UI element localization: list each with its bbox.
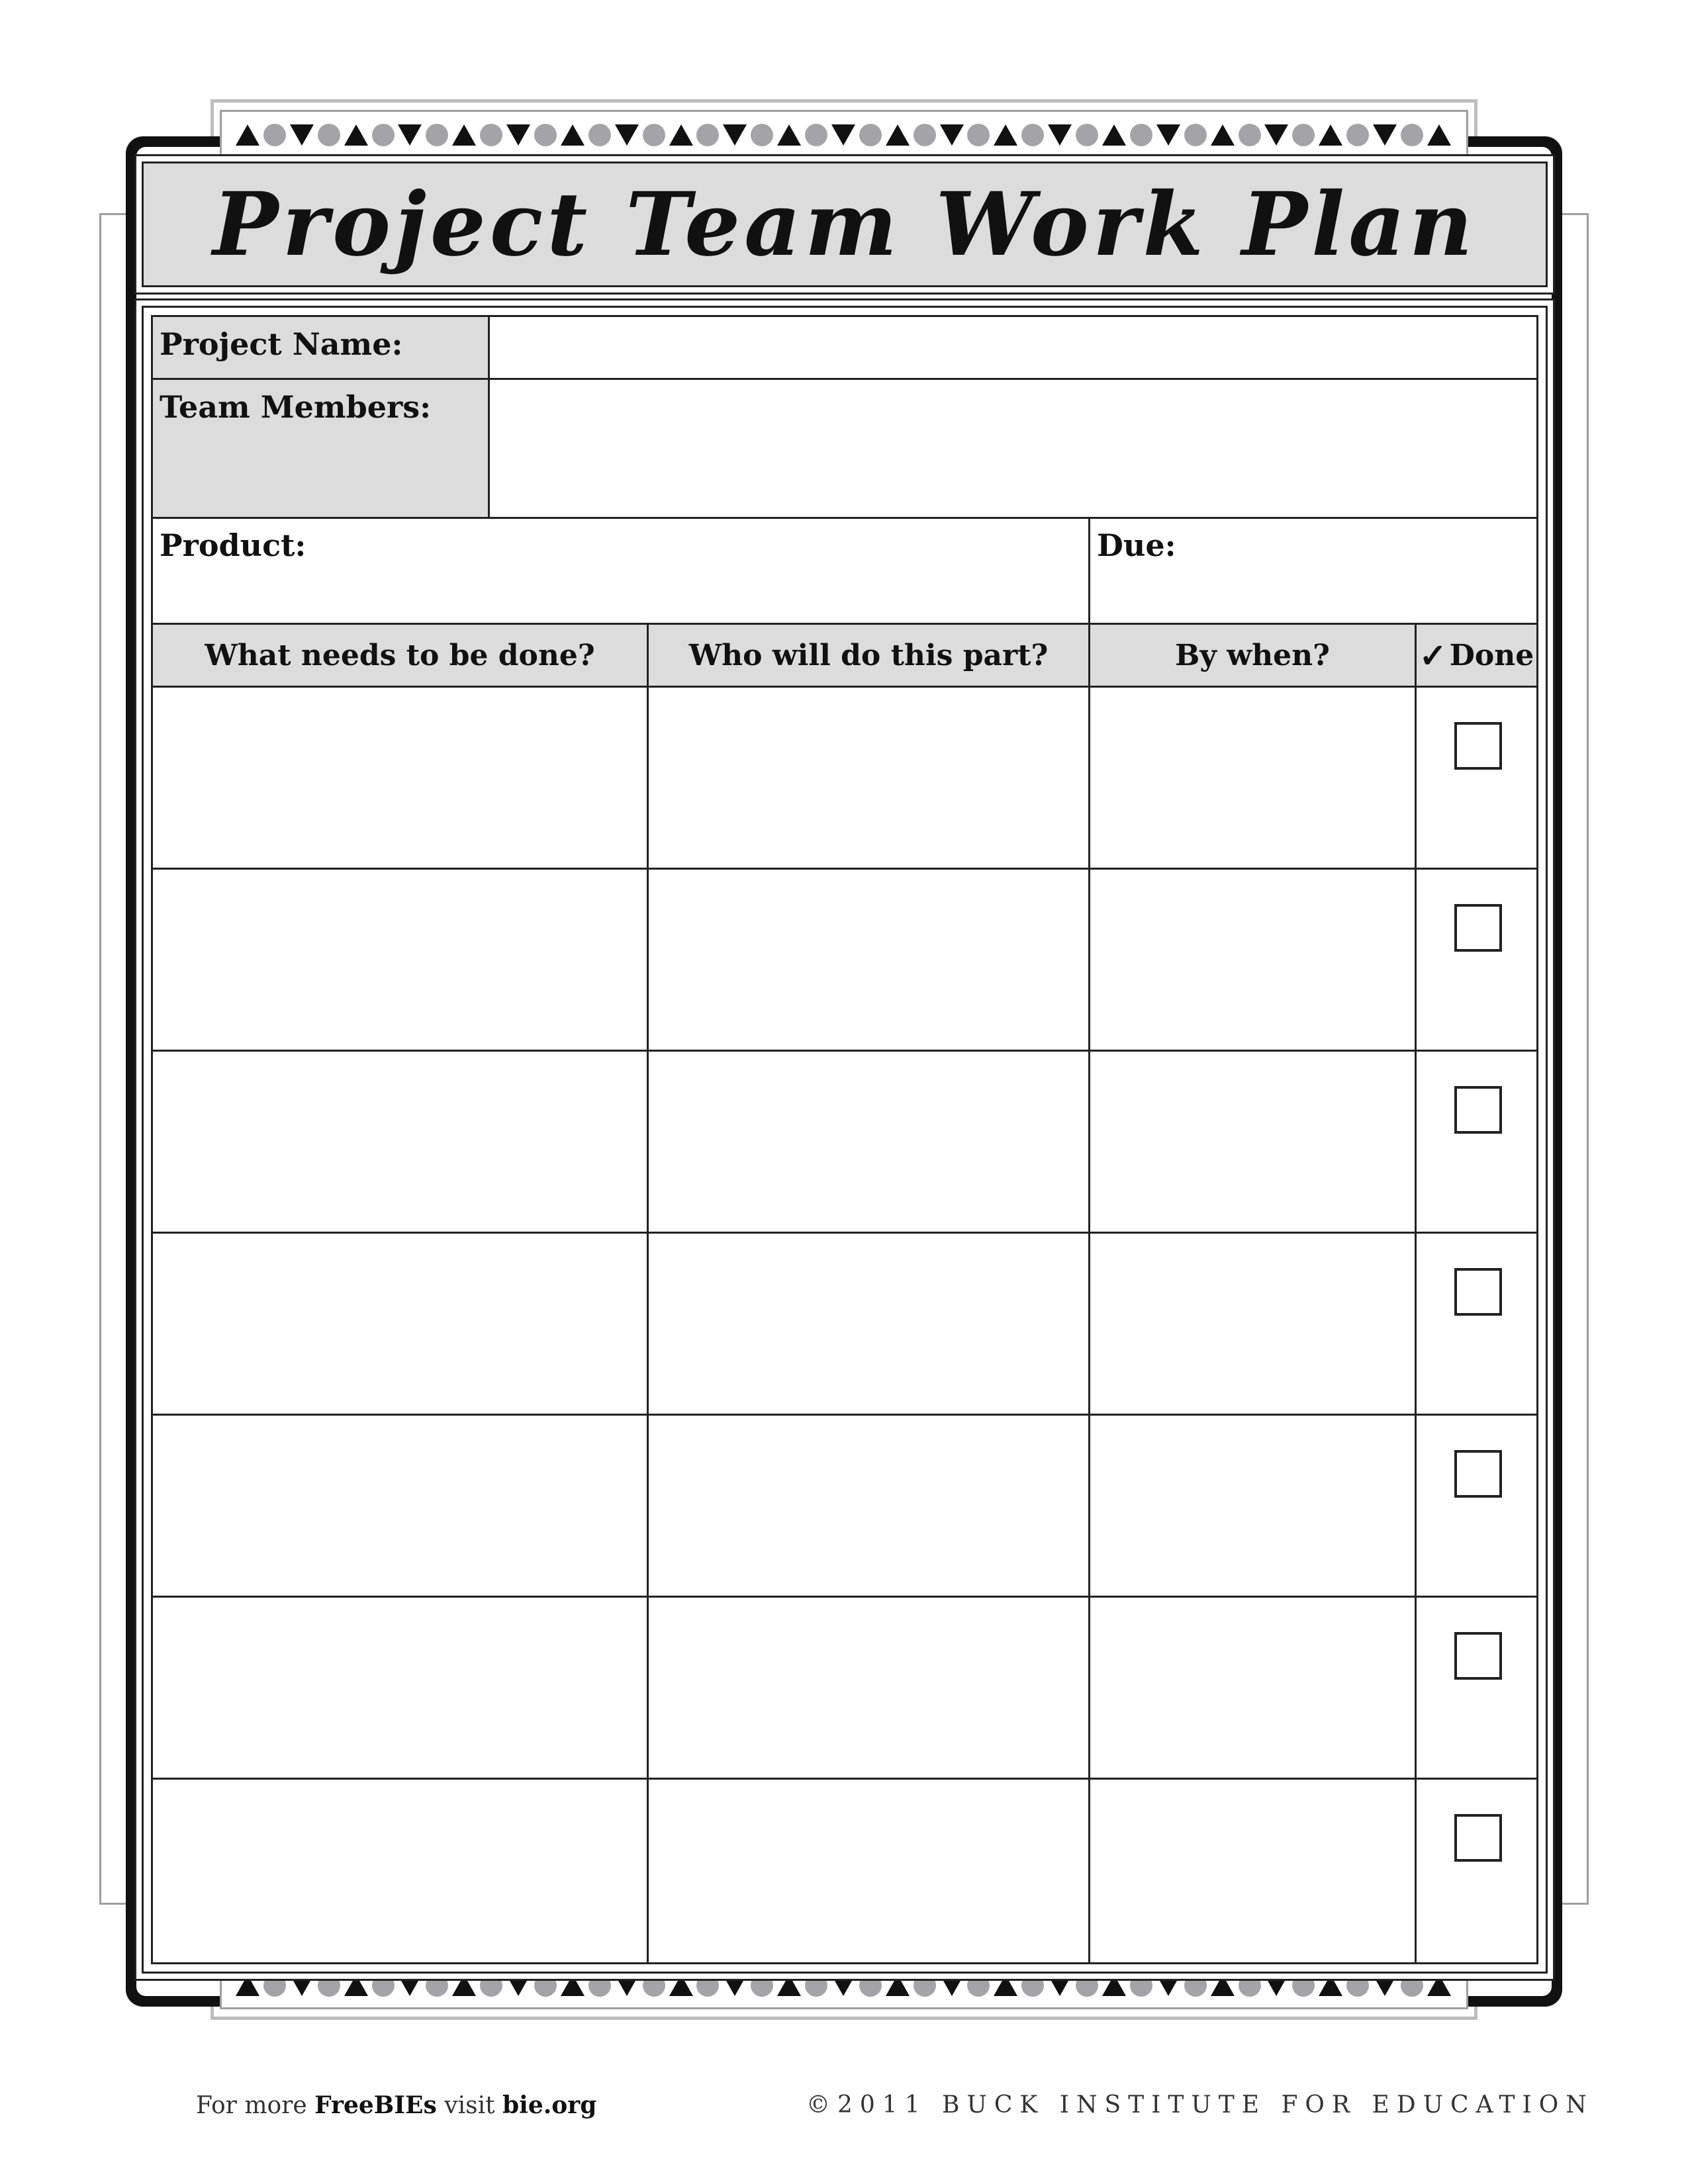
pattern-strip-top — [236, 122, 1451, 148]
done-checkbox[interactable] — [1454, 1450, 1502, 1498]
done-checkbox[interactable] — [1454, 904, 1502, 952]
dot-icon — [263, 1974, 286, 1997]
dot-icon — [914, 1974, 936, 1997]
triangle-up-icon — [561, 1975, 585, 1996]
dot-icon — [1292, 124, 1315, 146]
column-header-who: Who will do this part? — [688, 638, 1049, 672]
footer-freebies-brand: FreeBIEs — [314, 2091, 437, 2119]
done-checkbox[interactable] — [1454, 722, 1502, 770]
triangle-up-icon — [886, 1975, 910, 1996]
triangle-up-icon — [236, 1975, 259, 1996]
triangle-up-icon — [1427, 1975, 1451, 1996]
triangle-up-icon — [1211, 1975, 1235, 1996]
dot-icon — [1239, 1974, 1261, 1997]
triangle-up-icon — [236, 124, 259, 146]
task-cell-when[interactable] — [1090, 1598, 1415, 1778]
triangle-down-icon — [1048, 124, 1072, 146]
dot-icon — [859, 124, 882, 146]
dot-icon — [1346, 124, 1369, 146]
dot-icon — [751, 124, 773, 146]
dot-icon — [318, 124, 340, 146]
dot-icon — [372, 1974, 395, 1997]
triangle-up-icon — [452, 1975, 476, 1996]
triangle-up-icon — [1102, 124, 1126, 146]
team-members-label: Team Members: — [160, 389, 432, 425]
dot-icon — [534, 124, 557, 146]
dot-icon — [1076, 124, 1098, 146]
dot-icon — [480, 1974, 502, 1997]
triangle-up-icon — [1102, 1975, 1126, 1996]
dot-icon — [914, 124, 936, 146]
dot-icon — [967, 1974, 990, 1997]
done-checkbox[interactable] — [1454, 1086, 1502, 1134]
triangle-down-icon — [398, 124, 422, 146]
dot-icon — [1346, 1974, 1369, 1997]
triangle-up-icon — [1319, 124, 1342, 146]
dot-icon — [696, 124, 719, 146]
page-title: Project Team Work Plan — [212, 173, 1477, 276]
project-name-label: Project Name: — [160, 326, 403, 362]
triangle-down-icon — [940, 124, 964, 146]
dot-icon — [318, 1974, 340, 1997]
triangle-up-icon — [561, 124, 585, 146]
triangle-down-icon — [615, 124, 639, 146]
footer-site-link[interactable]: bie.org — [502, 2091, 597, 2119]
divider — [153, 378, 1536, 380]
task-cell-when[interactable] — [1090, 688, 1415, 868]
triangle-down-icon — [1156, 1975, 1180, 1996]
done-checkbox[interactable] — [1454, 1814, 1502, 1862]
divider — [153, 517, 1536, 519]
triangle-down-icon — [723, 124, 747, 146]
dot-icon — [696, 1974, 719, 1997]
triangle-up-icon — [344, 124, 368, 146]
team-members-field[interactable] — [490, 380, 1536, 517]
task-cell-who[interactable] — [649, 1234, 1088, 1414]
done-checkbox[interactable] — [1454, 1632, 1502, 1680]
triangle-up-icon — [886, 124, 910, 146]
task-cell-when[interactable] — [1090, 1052, 1415, 1232]
dot-icon — [1076, 1974, 1098, 1997]
task-cell-who[interactable] — [649, 1780, 1088, 1960]
task-cell-what[interactable] — [153, 1234, 647, 1414]
triangle-down-icon — [831, 124, 855, 146]
triangle-down-icon — [615, 1975, 639, 1996]
divider — [1088, 517, 1090, 623]
dot-icon — [643, 1974, 665, 1997]
dot-icon — [859, 1974, 882, 1997]
task-cell-who[interactable] — [649, 1052, 1088, 1232]
triangle-down-icon — [831, 1975, 855, 1996]
footer-prefix: For more — [196, 2092, 315, 2119]
task-cell-when[interactable] — [1090, 870, 1415, 1050]
triangle-down-icon — [290, 124, 314, 146]
divider — [488, 317, 490, 517]
dot-icon — [643, 124, 665, 146]
dot-icon — [1184, 1974, 1207, 1997]
due-label: Due: — [1097, 527, 1176, 563]
triangle-down-icon — [1264, 1975, 1288, 1996]
pattern-strip-bottom — [236, 1972, 1451, 1999]
triangle-up-icon — [994, 124, 1017, 146]
triangle-up-icon — [777, 124, 801, 146]
triangle-down-icon — [506, 1975, 530, 1996]
triangle-up-icon — [1211, 124, 1235, 146]
dot-icon — [1021, 124, 1044, 146]
task-cell-what[interactable] — [153, 1598, 647, 1778]
dot-icon — [1239, 124, 1261, 146]
triangle-up-icon — [669, 124, 693, 146]
triangle-up-icon — [994, 1975, 1017, 1996]
footer-copyright: ©2011 BUCK INSTITUTE FOR EDUCATION — [806, 2091, 1594, 2118]
done-label: Done — [1449, 638, 1534, 672]
triangle-down-icon — [398, 1975, 422, 1996]
task-cell-when[interactable] — [1090, 1234, 1415, 1414]
title-banner — [142, 161, 1548, 287]
column-divider — [1415, 623, 1417, 1962]
dot-icon — [1184, 124, 1207, 146]
triangle-down-icon — [1048, 1975, 1072, 1996]
dot-icon — [372, 124, 395, 146]
triangle-down-icon — [1373, 1975, 1397, 1996]
done-checkbox[interactable] — [1454, 1268, 1502, 1316]
task-cell-who[interactable] — [649, 870, 1088, 1050]
dot-icon — [805, 124, 827, 146]
project-name-field[interactable] — [490, 317, 1536, 378]
dot-icon — [1292, 1974, 1315, 1997]
check-mark-icon: ✓ — [1419, 635, 1447, 675]
task-cell-what[interactable] — [153, 870, 647, 1050]
dot-icon — [426, 1974, 448, 1997]
column-header-when: By when? — [1175, 638, 1330, 672]
task-cell-who[interactable] — [649, 1416, 1088, 1596]
dot-icon — [967, 124, 990, 146]
dot-icon — [805, 1974, 827, 1997]
task-cell-when[interactable] — [1090, 1780, 1415, 1960]
triangle-down-icon — [940, 1975, 964, 1996]
dot-icon — [588, 124, 611, 146]
triangle-down-icon — [506, 124, 530, 146]
triangle-down-icon — [1264, 124, 1288, 146]
task-cell-what[interactable] — [153, 1780, 647, 1960]
triangle-up-icon — [669, 1975, 693, 1996]
dot-icon — [263, 124, 286, 146]
dot-icon — [1401, 124, 1423, 146]
task-cell-what[interactable] — [153, 1052, 647, 1232]
product-label: Product: — [160, 527, 306, 563]
dot-icon — [1021, 1974, 1044, 1997]
footer-visit: visit — [436, 2092, 502, 2119]
dot-icon — [1401, 1974, 1423, 1997]
column-header-done — [1417, 625, 1536, 686]
task-cell-when[interactable] — [1090, 1416, 1415, 1596]
triangle-up-icon — [777, 1975, 801, 1996]
triangle-up-icon — [1319, 1975, 1342, 1996]
dot-icon — [1130, 1974, 1152, 1997]
dot-icon — [534, 1974, 557, 1997]
dot-icon — [426, 124, 448, 146]
triangle-down-icon — [1156, 124, 1180, 146]
dot-icon — [751, 1974, 773, 1997]
triangle-down-icon — [1373, 124, 1397, 146]
task-cell-who[interactable] — [649, 1598, 1088, 1778]
footer-freebies — [196, 2091, 596, 2119]
task-cell-what[interactable] — [153, 1416, 647, 1596]
form-grid — [151, 315, 1538, 1964]
dot-icon — [480, 124, 502, 146]
triangle-up-icon — [452, 124, 476, 146]
task-cell-who[interactable] — [649, 688, 1088, 868]
task-cell-what[interactable] — [153, 688, 647, 868]
triangle-up-icon — [344, 1975, 368, 1996]
triangle-up-icon — [1427, 124, 1451, 146]
column-header-what: What needs to be done? — [205, 638, 595, 672]
dot-icon — [1130, 124, 1152, 146]
triangle-down-icon — [723, 1975, 747, 1996]
triangle-down-icon — [290, 1975, 314, 1996]
dot-icon — [588, 1974, 611, 1997]
